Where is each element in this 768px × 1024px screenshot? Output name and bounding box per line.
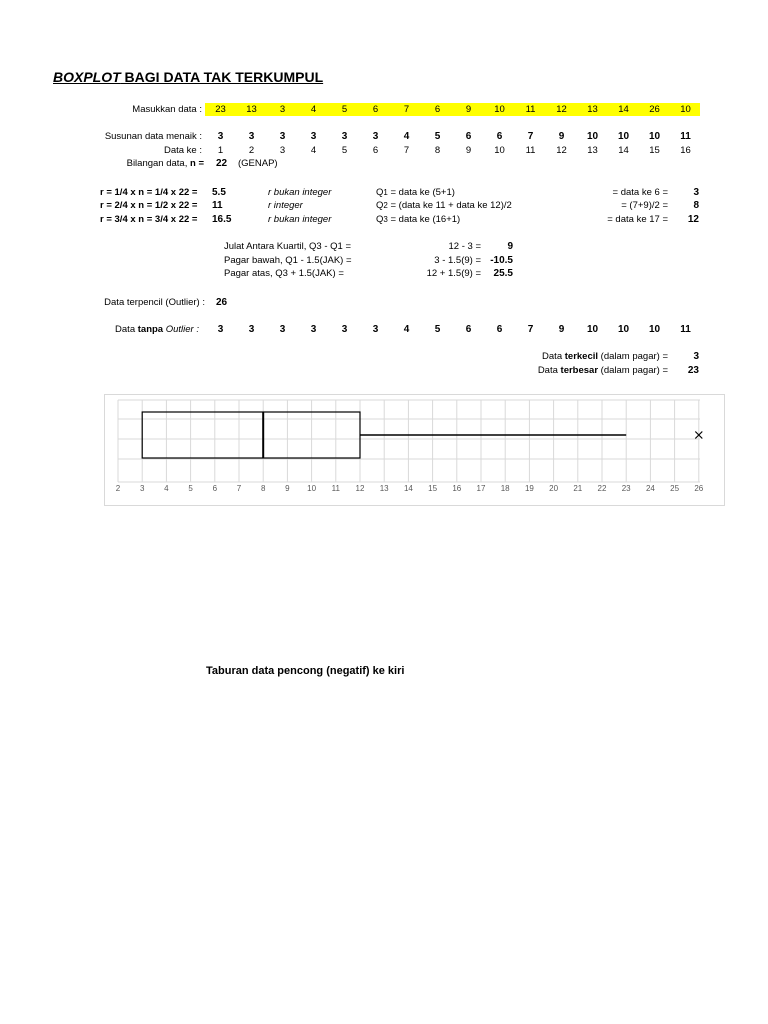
index-cell: 10 xyxy=(494,145,505,156)
min-pre: Data xyxy=(542,351,565,362)
max-bold: terbesar xyxy=(560,365,599,376)
index-cell: 15 xyxy=(649,145,660,156)
min-label xyxy=(542,351,668,363)
index-cell: 3 xyxy=(279,145,286,156)
x-tick-label: 3 xyxy=(139,484,145,493)
quartile-r-type: r integer xyxy=(268,200,303,211)
x-tick-label: 13 xyxy=(379,484,389,493)
x-tick-label: 2 xyxy=(115,484,121,493)
quartile-result-expr: = data ke 6 = xyxy=(612,187,668,198)
without-outlier-cell: 3 xyxy=(372,324,379,335)
index-cell: 11 xyxy=(525,145,536,156)
x-tick-label: 12 xyxy=(355,484,365,493)
quartile-q-expr: = (data ke 11 + data ke 12)/2 xyxy=(387,200,512,211)
max-value: 23 xyxy=(687,365,699,376)
sorted-data-cell: 9 xyxy=(558,131,565,142)
x-tick-label: 26 xyxy=(694,484,704,493)
input-data-cell[interactable]: 4 xyxy=(310,104,317,115)
x-tick-label: 18 xyxy=(500,484,510,493)
quartile-q-expr: = data ke (16+1) xyxy=(387,214,461,225)
without-outlier-cell: 5 xyxy=(434,324,441,335)
input-data-cell[interactable]: 23 xyxy=(215,104,226,115)
sorted-data-cell: 3 xyxy=(279,131,286,142)
page-title xyxy=(53,69,323,85)
input-data-cell[interactable]: 5 xyxy=(341,104,348,115)
quartile-r-type: r bukan integer xyxy=(268,214,332,225)
index-cell: 7 xyxy=(403,145,410,156)
sorted-data-cell: 3 xyxy=(310,131,317,142)
without-outlier-cell: 6 xyxy=(496,324,503,335)
sorted-data-cell: 3 xyxy=(372,131,379,142)
lower-fence-value: -10.5 xyxy=(490,255,513,266)
sorted-data-cell: 6 xyxy=(465,131,472,142)
without-post: Outlier : xyxy=(163,324,199,335)
quartile-q-sub: 3 xyxy=(383,215,388,224)
input-data-cell[interactable]: 11 xyxy=(525,104,536,115)
without-outlier-cell: 3 xyxy=(279,324,286,335)
sorted-data-cell: 3 xyxy=(248,131,255,142)
index-cell: 5 xyxy=(341,145,348,156)
input-label: Masukkan data : xyxy=(132,104,202,115)
boxplot-svg xyxy=(104,394,704,506)
outlier-label xyxy=(104,297,205,309)
input-data-cell[interactable]: 3 xyxy=(279,104,286,115)
x-tick-label: 6 xyxy=(212,484,218,493)
sorted-data-cell: 10 xyxy=(617,131,630,142)
quartile-q: Q xyxy=(376,214,384,225)
index-cell: 8 xyxy=(434,145,441,156)
iqr-expr: 12 - 3 = xyxy=(448,241,481,252)
max-post: (dalam pagar) = xyxy=(598,365,668,376)
input-data-cell[interactable]: 12 xyxy=(556,104,567,115)
count-label-text: Bilangan data, xyxy=(126,158,188,169)
quartile-result: 12 xyxy=(687,214,699,225)
x-tick-label: 15 xyxy=(428,484,438,493)
without-outlier-cell: 3 xyxy=(341,324,348,335)
sorted-data-cell: 5 xyxy=(434,131,441,142)
index-cell: 16 xyxy=(680,145,691,156)
x-tick-label: 16 xyxy=(452,484,462,493)
outlier-label-text: Data terpencil (Outlier) : xyxy=(104,297,205,308)
min-post: (dalam pagar) = xyxy=(598,351,668,362)
x-tick-label: 19 xyxy=(524,484,534,493)
x-tick-label: 11 xyxy=(331,484,340,493)
quartile-result-expr: = data ke 17 = xyxy=(607,214,668,225)
upper-fence-expr: 12 + 1.5(9) = xyxy=(426,268,481,279)
without-outlier-cell: 10 xyxy=(617,324,630,335)
without-outlier-cell: 7 xyxy=(527,324,534,335)
count-note: (GENAP) xyxy=(238,158,278,169)
x-tick-label: 25 xyxy=(670,484,680,493)
x-tick-label: 17 xyxy=(476,484,486,493)
index-cell: 2 xyxy=(248,145,255,156)
quartile-formula: r = 2/4 x n = 1/2 x 22 = xyxy=(100,200,198,211)
x-tick-label: 20 xyxy=(549,484,559,493)
quartile-result-expr: = (7+9)/2 = xyxy=(621,200,668,211)
x-tick-label: 7 xyxy=(236,484,242,493)
without-outlier-cell: 3 xyxy=(248,324,255,335)
sorted-data-cell: 3 xyxy=(217,131,224,142)
quartile-formula: r = 1/4 x n = 1/4 x 22 = xyxy=(100,187,198,198)
without-outlier-cell: 4 xyxy=(403,324,410,335)
sorted-data-cell: 7 xyxy=(527,131,534,142)
without-pre: Data xyxy=(115,324,138,335)
sorted-data-cell: 11 xyxy=(680,131,691,142)
quartile-r-type: r bukan integer xyxy=(268,187,332,198)
index-cell: 6 xyxy=(372,145,379,156)
max-label xyxy=(538,365,668,377)
x-tick-label: 24 xyxy=(645,484,655,493)
input-data-cell[interactable]: 9 xyxy=(465,104,472,115)
x-tick-label: 22 xyxy=(597,484,607,493)
lower-fence-expr: 3 - 1.5(9) = xyxy=(434,255,481,266)
input-data-cell[interactable]: 6 xyxy=(372,104,379,115)
without-bold: tanpa xyxy=(137,324,164,335)
without-outlier-cell: 10 xyxy=(586,324,599,335)
index-cell: 9 xyxy=(465,145,472,156)
sorted-data-cell: 6 xyxy=(496,131,503,142)
max-pre: Data xyxy=(537,365,561,376)
iqr-label xyxy=(224,241,351,253)
chart-frame xyxy=(105,395,725,506)
input-data-cell[interactable]: 7 xyxy=(403,104,410,115)
count-value: 22 xyxy=(216,158,228,169)
quartile-r-value: 11 xyxy=(212,200,223,211)
input-data-cell[interactable]: 14 xyxy=(618,104,629,115)
index-label: Data ke : xyxy=(163,145,202,156)
x-tick-label: 10 xyxy=(307,484,317,493)
quartile-formula: r = 3/4 x n = 3/4 x 22 = xyxy=(100,214,198,225)
quartile-q-sub: 1 xyxy=(383,188,388,197)
count-label xyxy=(127,158,204,170)
without-outlier-cell: 10 xyxy=(648,324,661,335)
sorted-data-cell: 3 xyxy=(341,131,348,142)
index-cell: 1 xyxy=(217,145,224,156)
boxplot-chart xyxy=(104,394,704,506)
input-data-cell[interactable]: 13 xyxy=(246,104,257,115)
quartile-expression xyxy=(376,187,455,199)
min-bold: terkecil xyxy=(564,351,599,362)
conclusion-text: Taburan data pencong (negatif) ke kiri xyxy=(206,665,405,677)
without-outlier-cell: 3 xyxy=(217,324,224,335)
index-cell: 4 xyxy=(310,145,317,156)
x-tick-label: 8 xyxy=(260,484,266,493)
index-cell: 12 xyxy=(556,145,567,156)
quartile-expression xyxy=(376,200,512,212)
sorted-data-cell: 4 xyxy=(403,131,410,142)
title-rest: BAGI DATA TAK TERKUMPUL xyxy=(120,69,324,85)
without-outlier-cell: 9 xyxy=(558,324,565,335)
upper-fence-label: Pagar atas, Q3 + 1.5(JAK) = xyxy=(224,268,344,279)
outlier-value: 26 xyxy=(216,297,228,308)
sorted-data-cell: 10 xyxy=(586,131,599,142)
input-data-cell[interactable]: 26 xyxy=(649,104,660,115)
without-outlier-label xyxy=(115,324,199,336)
upper-fence-value: 25.5 xyxy=(493,268,513,279)
quartile-q: Q xyxy=(376,200,384,211)
without-outlier-cell: 3 xyxy=(310,324,317,335)
quartile-expression xyxy=(376,214,460,226)
min-value: 3 xyxy=(693,351,699,362)
input-data-cell[interactable]: 13 xyxy=(587,104,598,115)
x-tick-label: 5 xyxy=(188,484,193,493)
x-tick-label: 9 xyxy=(285,484,290,493)
quartile-result: 8 xyxy=(693,200,699,211)
iqr-value: 9 xyxy=(507,241,513,252)
quartile-q: Q xyxy=(376,187,384,198)
x-tick-label: 4 xyxy=(164,484,169,493)
without-outlier-cell: 6 xyxy=(465,324,472,335)
index-cell: 14 xyxy=(618,145,629,156)
quartile-r-value: 5.5 xyxy=(212,187,226,198)
sorted-label: Susunan data menaik : xyxy=(104,131,202,142)
input-data-cell[interactable]: 10 xyxy=(494,104,505,115)
without-outlier-cell: 11 xyxy=(680,324,691,335)
count-n: n = xyxy=(190,158,204,169)
quartile-q-expr: = data ke (5+1) xyxy=(387,187,455,198)
title-italic: BOXPLOT xyxy=(53,69,121,85)
iqr-label-text: Julat Antara Kuartil, Q3 - Q1 = xyxy=(224,241,351,252)
input-data-cell[interactable]: 10 xyxy=(680,104,691,115)
input-data-cell[interactable]: 6 xyxy=(434,104,441,115)
quartile-q-sub: 2 xyxy=(383,201,388,210)
x-tick-label: 23 xyxy=(621,484,631,493)
x-tick-label: 14 xyxy=(403,484,413,493)
sorted-data-cell: 10 xyxy=(648,131,661,142)
x-tick-label: 21 xyxy=(573,484,583,493)
index-cell: 13 xyxy=(587,145,598,156)
quartile-r-value: 16.5 xyxy=(212,214,232,225)
lower-fence-label: Pagar bawah, Q1 - 1.5(JAK) = xyxy=(224,255,352,266)
quartile-result: 3 xyxy=(693,187,699,198)
